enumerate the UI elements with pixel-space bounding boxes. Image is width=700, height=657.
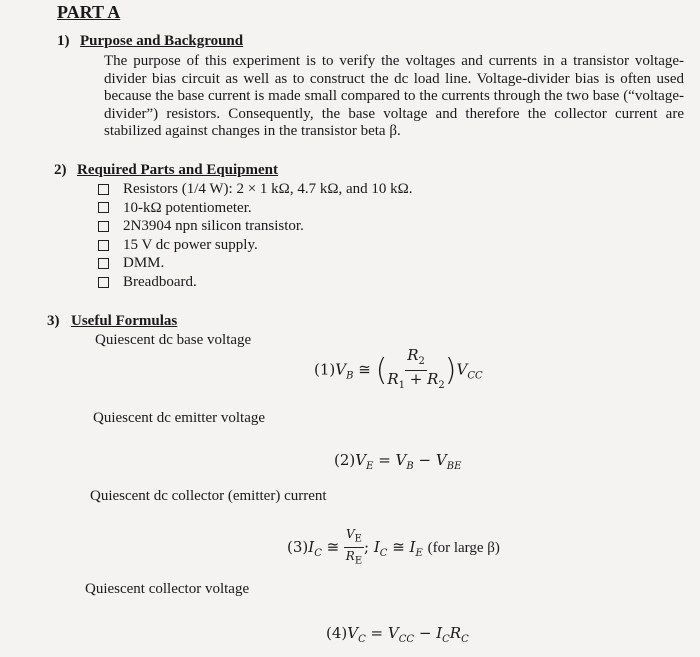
checkbox-icon <box>98 240 109 251</box>
parts-list <box>98 180 413 292</box>
formula-4: $(4)V_C = V_{CC} - I_CR_C$ <box>326 624 469 645</box>
list-item: 2N3904 npn silicon transistor. <box>98 217 413 236</box>
section-3-title: Useful Formulas <box>71 313 178 329</box>
checkbox-icon <box>98 221 109 232</box>
list-item: 15 V dc power supply. <box>98 236 413 255</box>
section-1-number: 1) <box>57 33 70 49</box>
section-1-title: Purpose and Background <box>80 33 244 49</box>
checkbox-icon <box>98 202 109 213</box>
list-item: Resistors (1/4 W): 2 × 1 kΩ, 4.7 kΩ, and 10 kΩ. <box>98 180 413 199</box>
checkbox-icon <box>98 258 109 269</box>
formula-3-label: Quiescent dc collector (emitter) current <box>90 488 327 504</box>
formula-4-label: Quiescent collector voltage <box>85 581 250 597</box>
section-2-title: Required Parts and Equipment <box>77 162 279 178</box>
checkbox-icon <box>98 184 109 195</box>
section-3-number: 3) <box>47 313 60 329</box>
formula-2-label: Quiescent dc emitter voltage <box>93 410 266 426</box>
list-item: 10-kΩ potentiometer. <box>98 199 413 218</box>
purpose-paragraph: The purpose of this experiment is to verify the voltages and currents in a transistor voltage-divider bias circuit as well as to construct the dc load line. Voltage-divider bias is often used because the base current is made small compared to the currents through the two base (“voltage-divider”) resistors. Consequently, the base voltage and therefore the collector current are stabilized against changes in the transistor beta β. <box>104 53 684 140</box>
list-item: DMM. <box>98 254 413 273</box>
section-2-number: 2) <box>54 162 67 178</box>
formula-3: $(3)I_C$ ≅ $\frac{V_E}{R_E}$ ; $I_C$ ≅ $I_E$ (for large β) <box>287 527 500 567</box>
part-title: PART A <box>57 2 121 22</box>
formula-1-label: Quiescent dc base voltage <box>95 332 252 348</box>
formula-2: $(2)V_E = V_B - V_{BE}$ <box>334 451 462 472</box>
checkbox-icon <box>98 277 109 288</box>
formula-1: $(1)V_B$ ≅ ( $\frac{R_2}{R_1 + R_2}$ )$V_{CC}$ <box>314 346 483 391</box>
list-item: Breadboard. <box>98 273 413 292</box>
